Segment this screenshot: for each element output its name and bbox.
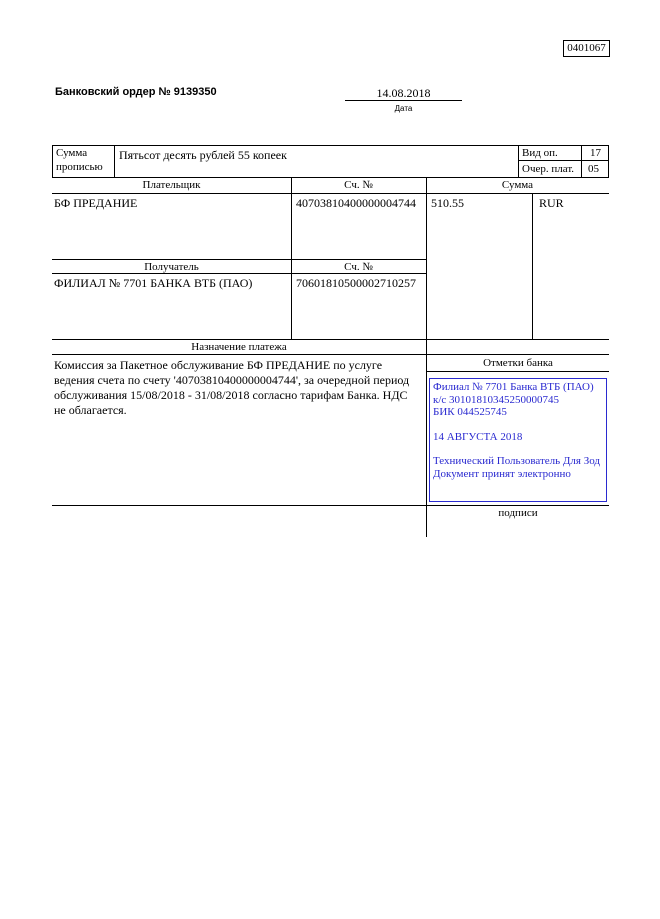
operation-type-label: Вид оп. xyxy=(522,147,558,159)
stamp-user: Технический Пользователь Для Зод xyxy=(433,455,601,467)
recipient-account-header: Сч. № xyxy=(344,261,373,273)
amount-value: 510.55 xyxy=(431,196,464,210)
payer-name: БФ ПРЕДАНИЕ xyxy=(54,196,138,210)
bank-stamp xyxy=(429,378,607,502)
date-underline xyxy=(345,100,462,101)
grid-line xyxy=(52,193,609,194)
stamp-bank-name: Филиал № 7701 Банка ВТБ (ПАО) xyxy=(433,381,594,393)
order-date: 14.08.2018 xyxy=(376,86,431,100)
purpose-text: Комиссия за Пакетное обслуживание БФ ПРЕДАНИЕ по услуге ведения счета по счету '40703810400000004744', за очередной период обслуживания 15/08/2018 - 31/08/2018 согласно тарифам Банка. НДС не облагается. xyxy=(54,358,410,417)
order-title: Банковский ордер № 9139350 xyxy=(55,86,217,98)
grid-line xyxy=(52,145,609,146)
currency-code: RUR xyxy=(539,196,564,210)
signatures-label: подписи xyxy=(498,507,538,519)
recipient-account: 70601810500002710257 xyxy=(296,276,416,290)
amount-words-label-2: прописью xyxy=(56,161,103,173)
date-label: Дата xyxy=(394,104,413,113)
recipient-name: ФИЛИАЛ № 7701 БАНКА ВТБ (ПАО) xyxy=(54,276,253,290)
stamp-spacer xyxy=(433,443,603,455)
amount-words-label: Сумма xyxy=(56,147,88,159)
grid-line xyxy=(52,339,609,340)
payer-header: Плательщик xyxy=(142,179,201,191)
payment-priority-value: 05 xyxy=(588,163,599,175)
purpose-header: Назначение платежа xyxy=(191,341,287,353)
payer-account: 40703810400000004744 xyxy=(296,196,416,210)
grid-line xyxy=(52,354,609,355)
amount-header: Сумма xyxy=(501,179,534,191)
recipient-header: Получатель xyxy=(144,261,199,273)
grid-line xyxy=(532,193,533,339)
stamp-status: Документ принят электронно xyxy=(433,467,571,480)
grid-line xyxy=(52,273,427,274)
grid-line xyxy=(608,145,609,177)
grid-line xyxy=(114,145,115,177)
stamp-date: 14 АВГУСТА 2018 xyxy=(433,430,523,443)
grid-line xyxy=(427,371,609,372)
operation-type-value: 17 xyxy=(590,147,601,159)
grid-line xyxy=(52,505,609,506)
stamp-bik: БИК 044525745 xyxy=(433,406,507,418)
form-code-box: 0401067 xyxy=(563,40,610,57)
grid-line xyxy=(52,259,427,260)
grid-line xyxy=(291,177,292,339)
payment-priority-label: Очер. плат. xyxy=(522,163,575,175)
bank-marks-header: Отметки банка xyxy=(483,357,553,369)
grid-line xyxy=(518,145,519,177)
amount-words-value: Пятьсот десять рублей 55 копеек xyxy=(119,148,287,162)
grid-line xyxy=(581,145,582,177)
grid-line xyxy=(426,177,427,537)
grid-line xyxy=(52,177,609,178)
grid-line xyxy=(518,160,609,161)
grid-line xyxy=(52,145,53,177)
stamp-spacer xyxy=(433,419,603,431)
stamp-corr-account: к/с 30101810345250000745 xyxy=(433,393,560,406)
payer-account-header: Сч. № xyxy=(344,179,373,191)
